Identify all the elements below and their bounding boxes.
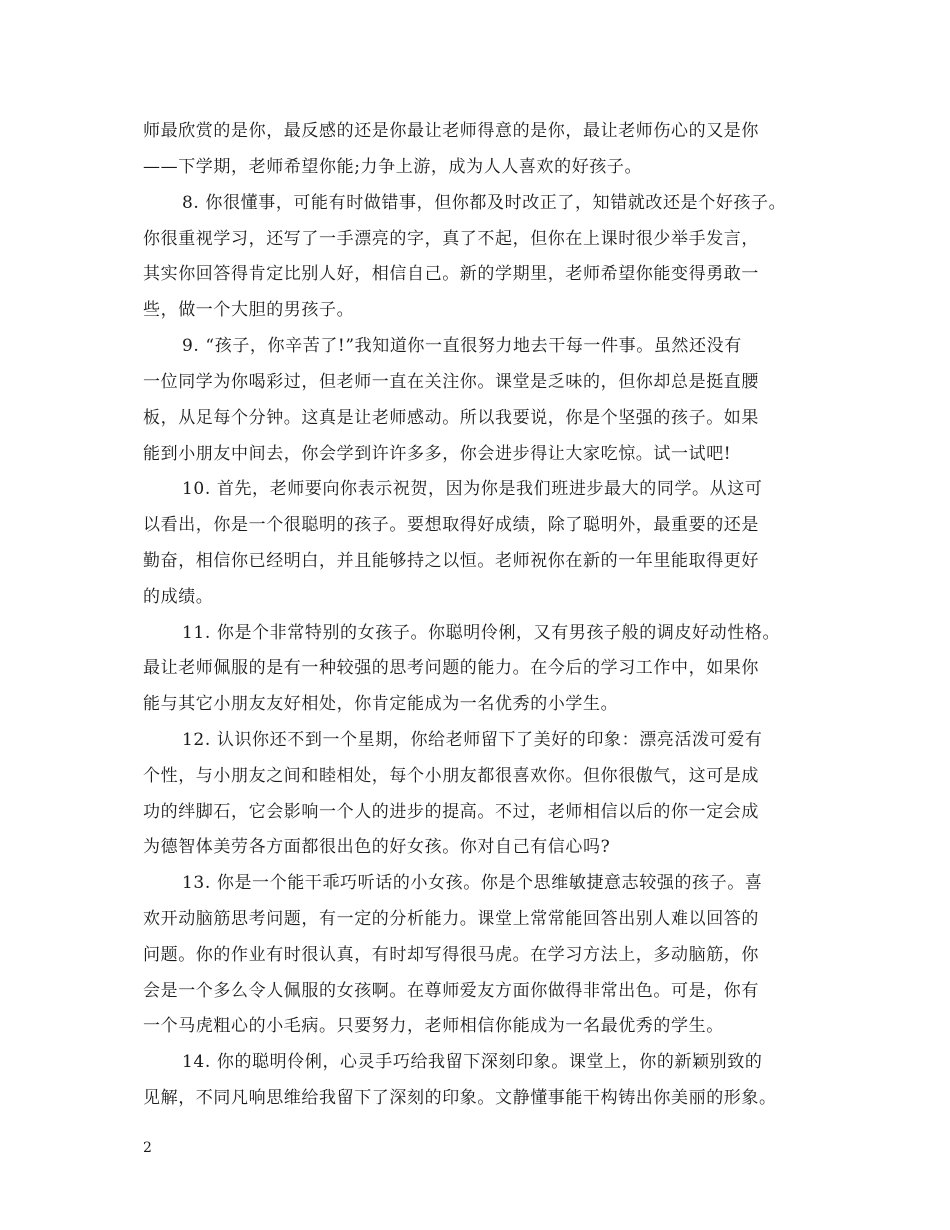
paragraph-10-start: 10. 首先，老师要向你表示祝贺，因为你是我们班进步最大的同学。从这可 bbox=[182, 479, 763, 499]
paragraph-11-start: 11. 你是个非常特别的女孩子。你聪明伶俐，又有男孩子般的调皮好动性格。 bbox=[182, 623, 781, 643]
text-line: 最让老师佩服的是有一种较强的思考问题的能力。在今后的学习工作中，如果你 bbox=[143, 658, 759, 678]
text-line: 一个马虎粗心的小毛病。只要努力，老师相信你能成为一名最优秀的学生。 bbox=[143, 1016, 724, 1036]
text-line: 板，从足每个分钟。这真是让老师感动。所以我要说，你是个坚强的孩子。如果 bbox=[143, 408, 759, 428]
text-line: 能到小朋友中间去，你会学到许许多多，你会进步得让大家吃惊。试一试吧! bbox=[143, 444, 732, 464]
text-line: 你很重视学习，还写了一手漂亮的字，真了不起，但你在上课时很少举手发言， bbox=[143, 229, 759, 249]
text-line: 欢开动脑筋思考问题，有一定的分析能力。课堂上常常能回答出别人难以回答的 bbox=[143, 909, 759, 929]
text-line: 会是一个多么令人佩服的女孩啊。在尊师爱友方面你做得非常出色。可是，你有 bbox=[143, 981, 759, 1001]
text-line: 问题。你的作业有时很认真，有时却写得很马虎。在学习方法上，多动脑筋，你 bbox=[143, 945, 759, 965]
paragraph-13-start: 13. 你是一个能干乖巧听话的小女孩。你是个思维敏捷意志较强的孩子。喜 bbox=[182, 873, 763, 893]
text-line: 些，做一个大胆的男孩子。 bbox=[143, 300, 355, 320]
paragraph-14-start: 14. 你的聪明伶俐，心灵手巧给我留下深刻印象。课堂上，你的新颖别致的 bbox=[182, 1052, 763, 1072]
paragraph-12-start: 12. 认识你还不到一个星期，你给老师留下了美好的印象：漂亮活泼可爱有 bbox=[182, 730, 763, 750]
text-line: 的成绩。 bbox=[143, 587, 214, 607]
text-line: 能与其它小朋友友好相处，你肯定能成为一名优秀的小学生。 bbox=[143, 694, 619, 714]
text-line: 其实你回答得肯定比别人好，相信自己。新的学期里，老师希望你能变得勇敢一 bbox=[143, 264, 759, 284]
text-line: 见解，不同凡响思维给我留下了深刻的印象。文静懂事能干构铸出你美丽的形象。 bbox=[143, 1088, 777, 1108]
text-line: 个性，与小朋友之间和睦相处，每个小朋友都很喜欢你。但你很傲气，这可是成 bbox=[143, 766, 759, 786]
text-line: 以看出，你是一个很聪明的孩子。要想取得好成绩，除了聪明外，最重要的还是 bbox=[143, 515, 759, 535]
text-line: 勤奋，相信你已经明白，并且能够持之以恒。老师祝你在新的一年里能取得更好 bbox=[143, 551, 759, 571]
page-number: 2 bbox=[143, 1140, 152, 1156]
text-line: 一位同学为你喝彩过，但老师一直在关注你。课堂是乏味的，但你却总是挺直腰 bbox=[143, 372, 759, 392]
text-line: 师最欣赏的是你，最反感的还是你最让老师得意的是你，最让老师伤心的又是你 bbox=[143, 121, 759, 141]
paragraph-8-start: 8. 你很懂事，可能有时做错事，但你都及时改正了，知错就改还是个好孩子。 bbox=[182, 193, 787, 213]
text-line: 为德智体美劳各方面都很出色的好女孩。你对自己有信心吗? bbox=[143, 837, 611, 857]
paragraph-9-start: 9. “孩子，你辛苦了!”我知道你一直很努力地去干每一件事。虽然还没有 bbox=[182, 336, 742, 356]
text-line: ——下学期，老师希望你能;力争上游，成为人人喜欢的好孩子。 bbox=[143, 157, 643, 177]
text-line: 功的绊脚石，它会影响一个人的进步的提高。不过，老师相信以后的你一定会成 bbox=[143, 802, 759, 822]
